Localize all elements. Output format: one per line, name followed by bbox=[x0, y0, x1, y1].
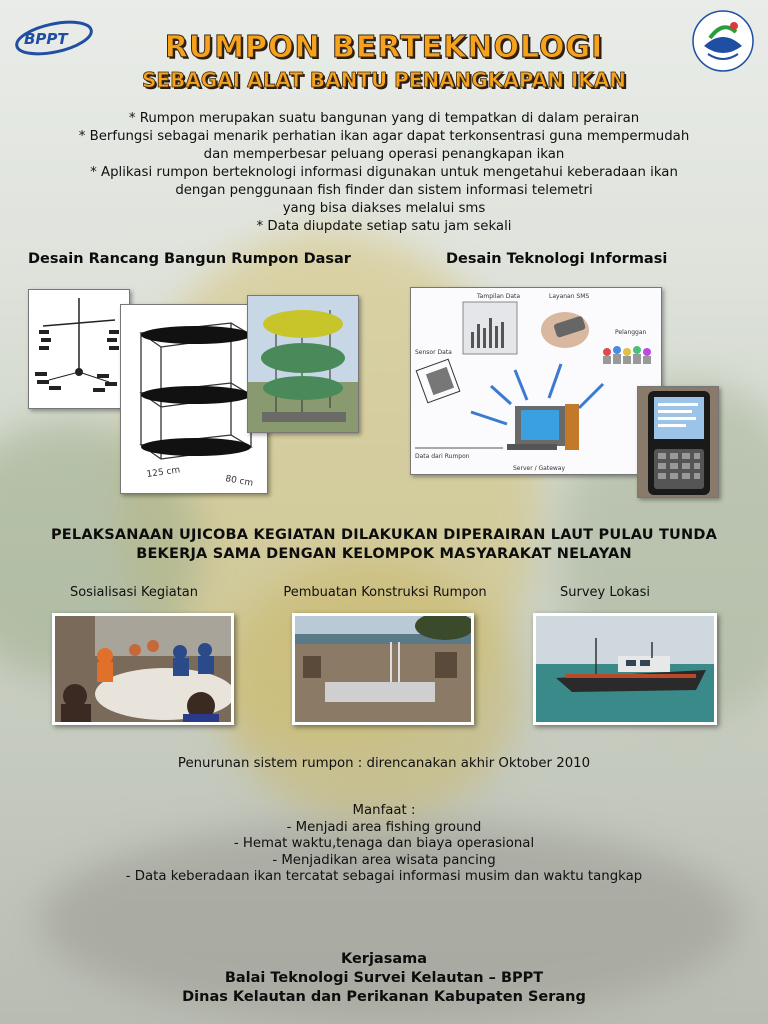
intro-text bbox=[40, 110, 728, 236]
label-server: Server / Gateway bbox=[513, 465, 566, 472]
intro-line: dan memperbesar peluang operasi penangkapan ikan bbox=[203, 147, 565, 162]
implementation-line-2: BEKERJA SAMA DENGAN KELOMPOK MASYARAKAT NELAYAN bbox=[136, 546, 632, 562]
manfaat-title: Manfaat : bbox=[352, 803, 416, 818]
bppt-logo-text: BPPT bbox=[24, 30, 68, 48]
dim-label-b: 80 cm bbox=[224, 474, 254, 489]
label-tampilan: Tampilan Data bbox=[477, 293, 521, 300]
implementation-heading bbox=[0, 526, 768, 564]
manfaat-item: - Hemat waktu,tenaga dan biaya operasional bbox=[233, 836, 535, 851]
label-data-rumpon: Data dari Rumpon bbox=[415, 453, 470, 460]
intro-line: dengan penggunaan fish finder dan sistem informasi telemetri bbox=[175, 183, 593, 198]
poster-title: RUMPON BERTEKNOLOGI bbox=[164, 30, 604, 65]
photo-survey bbox=[533, 613, 717, 725]
ti-system-diagram bbox=[410, 287, 662, 475]
design-rumpon-heading: Desain Rancang Bangun Rumpon Dasar bbox=[28, 251, 351, 267]
rumpon-unit-diagram bbox=[28, 289, 130, 409]
footer-line-3: Dinas Kelautan dan Perikanan Kabupaten Serang bbox=[182, 989, 586, 1005]
manfaat-section bbox=[0, 803, 768, 886]
footer-line-2: Balai Teknologi Survei Kelautan – BPPT bbox=[224, 970, 544, 986]
label-layanan: Layanan SMS bbox=[549, 293, 590, 300]
implementation-line-1: PELAKSANAAN UJICOBA KEGIATAN DILAKUKAN DIPERAIRAN LAUT PULAU TUNDA bbox=[50, 527, 718, 543]
manfaat-item: - Menjadikan area wisata pancing bbox=[272, 852, 496, 868]
photo-sosialisasi bbox=[52, 613, 234, 725]
rumpon-photo bbox=[247, 295, 359, 433]
footer-credits bbox=[0, 950, 768, 1007]
phone-photo bbox=[637, 386, 719, 498]
intro-line: yang bisa diakses melalui sms bbox=[282, 201, 486, 216]
rumpon-frame-diagram bbox=[120, 304, 268, 494]
photo-konstruksi bbox=[292, 613, 474, 725]
intro-line: * Aplikasi rumpon berteknologi informasi digunakan untuk mengetahui keberadaan ikan bbox=[90, 165, 678, 180]
photo-label-konstruksi: Pembuatan Konstruksi Rumpon bbox=[283, 585, 487, 600]
design-ti-heading: Desain Teknologi Informasi bbox=[446, 251, 668, 267]
poster-subtitle: SEBAGAI ALAT BANTU PENANGKAPAN IKAN bbox=[142, 68, 626, 92]
label-sensor: Sensor Data bbox=[415, 349, 452, 356]
photo-label-survey: Survey Lokasi bbox=[560, 585, 650, 600]
photo-label-sosialisasi: Sosialisasi Kegiatan bbox=[69, 585, 199, 600]
footer-line-1: Kerjasama bbox=[340, 951, 428, 967]
intro-line: * Berfungsi sebagai menarik perhatian ikan agar dapat terkonsentrasi guna mempermudah bbox=[78, 129, 690, 144]
intro-line: * Rumpon merupakan suatu bangunan yang di tempatkan di dalam perairan bbox=[128, 111, 640, 126]
penurunan-text: Penurunan sistem rumpon : direncanakan akhir Oktober 2010 bbox=[177, 756, 591, 771]
dim-label-a: 125 cm bbox=[146, 465, 181, 480]
manfaat-item: - Data keberadaan ikan tercatat sebagai informasi musim dan waktu tangkap bbox=[125, 869, 643, 884]
manfaat-item: - Menjadi area fishing ground bbox=[286, 819, 482, 835]
intro-line: * Data diupdate setiap satu jam sekali bbox=[256, 219, 512, 234]
label-pelanggan: Pelanggan bbox=[615, 329, 647, 336]
